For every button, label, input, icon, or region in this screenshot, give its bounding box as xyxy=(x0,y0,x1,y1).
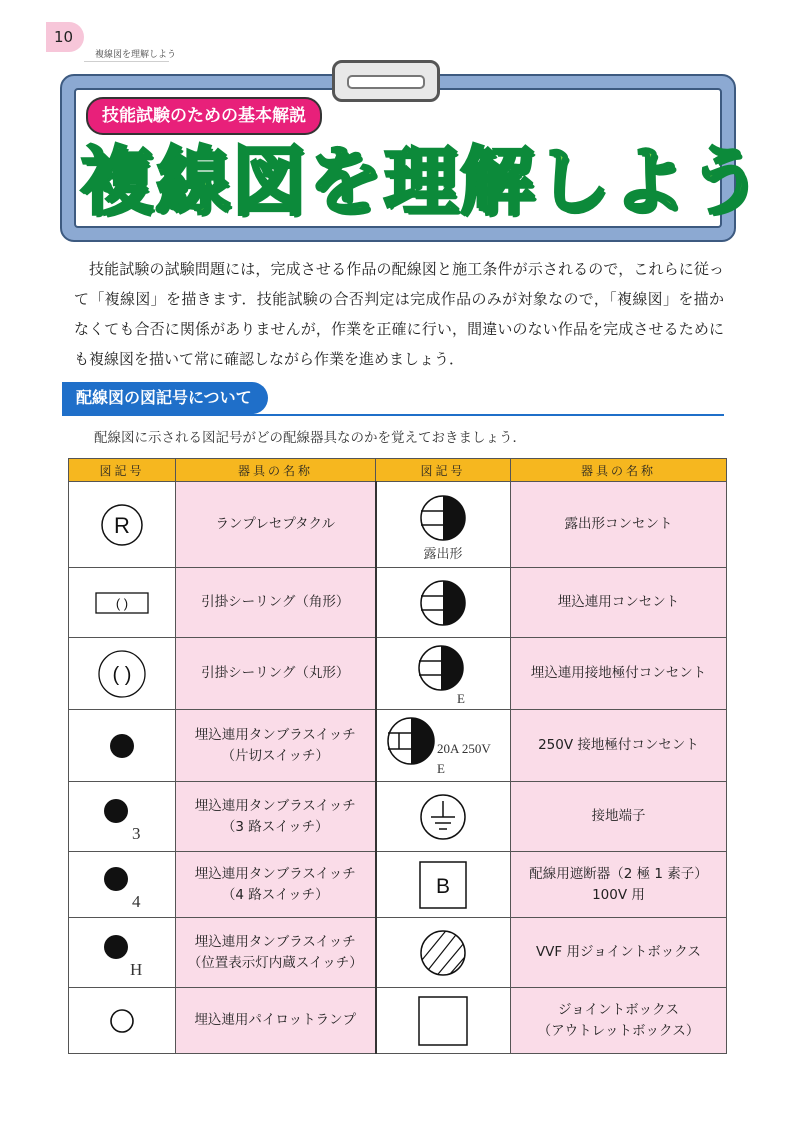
device-name xyxy=(176,852,376,918)
device-name xyxy=(511,918,727,988)
symbol-cell xyxy=(376,782,511,852)
symbol-cell xyxy=(69,918,176,988)
section-subtitle: 配線図に示される図記号がどの配線器具なのかを覚えておきましょう． xyxy=(94,430,526,446)
device-name xyxy=(511,482,727,568)
device-name-text: 埋込連用コンセント xyxy=(557,594,680,610)
section-heading: 配線図の図記号について xyxy=(62,382,268,414)
table-row xyxy=(69,568,727,638)
symbol-cell xyxy=(69,710,176,782)
page-tab-rule xyxy=(84,61,169,62)
device-name xyxy=(511,710,727,782)
250v-outlet-icon xyxy=(377,713,511,779)
symbol-text: 3 xyxy=(132,823,141,843)
symbol-cell xyxy=(376,710,511,782)
symbol-label: B xyxy=(436,874,451,898)
device-name-text: VVF 用ジョイントボックス xyxy=(535,944,702,960)
device-name xyxy=(511,988,727,1054)
exposed-outlet-icon xyxy=(393,486,493,564)
device-name xyxy=(511,782,727,852)
grounded-outlet-icon xyxy=(393,641,493,707)
pilot-lamp-icon xyxy=(92,1001,152,1041)
table-row xyxy=(69,710,727,782)
device-name-text: 埋込連用接地極付コンセント xyxy=(530,665,707,681)
symbol-text: H xyxy=(130,959,143,979)
device-name xyxy=(176,782,376,852)
device-name-text: 配線用遮断器（2 極 1 素子） xyxy=(529,865,708,882)
symbol-cell xyxy=(69,482,176,568)
device-name xyxy=(511,638,727,710)
device-name xyxy=(176,568,376,638)
device-name-text: ジョイントボックス xyxy=(557,1001,680,1018)
header-badge: 技能試験のための基本解説 xyxy=(86,97,322,135)
symbol-cell xyxy=(376,482,511,568)
device-name xyxy=(176,988,376,1054)
device-name xyxy=(176,482,376,568)
device-name xyxy=(176,638,376,710)
symbol-label: 20A 250V xyxy=(436,740,491,756)
device-name-text: 引掛シーリング（角形） xyxy=(201,594,350,610)
symbol-text: ( ) xyxy=(115,595,129,611)
breaker-icon xyxy=(393,857,493,913)
header-name-2: 器具の名称 xyxy=(511,459,727,482)
device-name-text: 埋込連用パイロットランプ xyxy=(194,1012,357,1028)
symbol-table xyxy=(68,458,727,1054)
device-name xyxy=(511,852,727,918)
switch-4way-icon xyxy=(92,857,152,913)
device-name-text: 埋込連用タンブラスイッチ xyxy=(194,865,356,882)
device-name-text: 接地端子 xyxy=(591,808,646,824)
symbol-cell xyxy=(376,568,511,638)
device-name-sub: （位置表示灯内蔵スイッチ） xyxy=(187,954,363,971)
header-symbol-1: 図記号 xyxy=(69,459,176,482)
device-name-text: 露出形コンセント xyxy=(564,516,673,532)
table-header-row xyxy=(69,459,727,482)
page-title: 複線図を理解しよう xyxy=(80,139,764,225)
switch-3way-icon xyxy=(92,789,152,845)
symbol-label: E xyxy=(457,690,466,706)
symbol-cell xyxy=(376,988,511,1054)
table-row xyxy=(69,482,727,568)
ground-terminal-icon xyxy=(393,789,493,845)
device-name xyxy=(176,710,376,782)
symbol-cell xyxy=(376,852,511,918)
intro-paragraph: 技能試験の試験問題には，完成させる作品の配線図と施工条件が示されるので，これらに従って「複線図」を描きます．技能試験の合否判定は完成作品のみが対象なので，「複線図」を描かなくても合否に関係がありませんが，作業を正確に行い，間違いのない作品を完成させるためにも複線図を描いて常に確認しながら作業を進めましょう． xyxy=(74,260,724,368)
board-handle-icon xyxy=(332,60,440,102)
section-rule xyxy=(62,414,724,416)
symbol-cell xyxy=(69,782,176,852)
embedded-outlet-icon xyxy=(393,575,493,631)
device-name-text: 引掛シーリング（丸形） xyxy=(201,665,350,681)
table-row xyxy=(69,988,727,1054)
symbol-text: 4 xyxy=(132,891,141,911)
symbol-text: ( ) xyxy=(112,663,132,686)
device-name-sub: 100V 用 xyxy=(592,886,645,903)
symbol-cell xyxy=(69,852,176,918)
device-name xyxy=(176,918,376,988)
page-number: 10 xyxy=(46,22,84,52)
ceiling-round-icon xyxy=(92,645,152,703)
symbol-cell xyxy=(376,638,511,710)
ceiling-square-icon xyxy=(92,585,152,621)
header-symbol-2: 図記号 xyxy=(376,459,511,482)
device-name xyxy=(511,568,727,638)
device-name-sub: （4 路スイッチ） xyxy=(221,886,329,903)
device-name-sub: （アウトレットボックス） xyxy=(537,1022,700,1039)
vvf-box-icon xyxy=(393,925,493,981)
symbol-cell xyxy=(69,568,176,638)
device-name-text: 250V 接地極付コンセント xyxy=(538,737,699,753)
device-name-text: 埋込連用タンブラスイッチ xyxy=(194,726,356,743)
switch-icon xyxy=(92,726,152,766)
table-row xyxy=(69,918,727,988)
table-row xyxy=(69,782,727,852)
switch-indicator-icon xyxy=(92,925,152,981)
symbol-label-2: E xyxy=(436,760,445,776)
symbol-cell xyxy=(69,988,176,1054)
symbol-cell xyxy=(376,918,511,988)
device-name-text: 埋込連用タンブラスイッチ xyxy=(194,933,356,950)
device-name-sub: （3 路スイッチ） xyxy=(221,818,329,835)
symbol-text: R xyxy=(114,512,130,538)
symbol-cell xyxy=(69,638,176,710)
symbol-label: 露出形 xyxy=(423,545,463,561)
joint-box-icon xyxy=(393,992,493,1050)
device-name-sub: （片切スイッチ） xyxy=(221,747,329,764)
running-head: 複線図を理解しよう xyxy=(95,50,177,60)
device-name-text: 埋込連用タンブラスイッチ xyxy=(194,797,356,814)
receptacle-lamp-icon xyxy=(92,495,152,555)
device-name-text: ランプレセプタクル xyxy=(215,516,336,532)
table-row xyxy=(69,852,727,918)
table-row xyxy=(69,638,727,710)
header-name-1: 器具の名称 xyxy=(176,459,376,482)
